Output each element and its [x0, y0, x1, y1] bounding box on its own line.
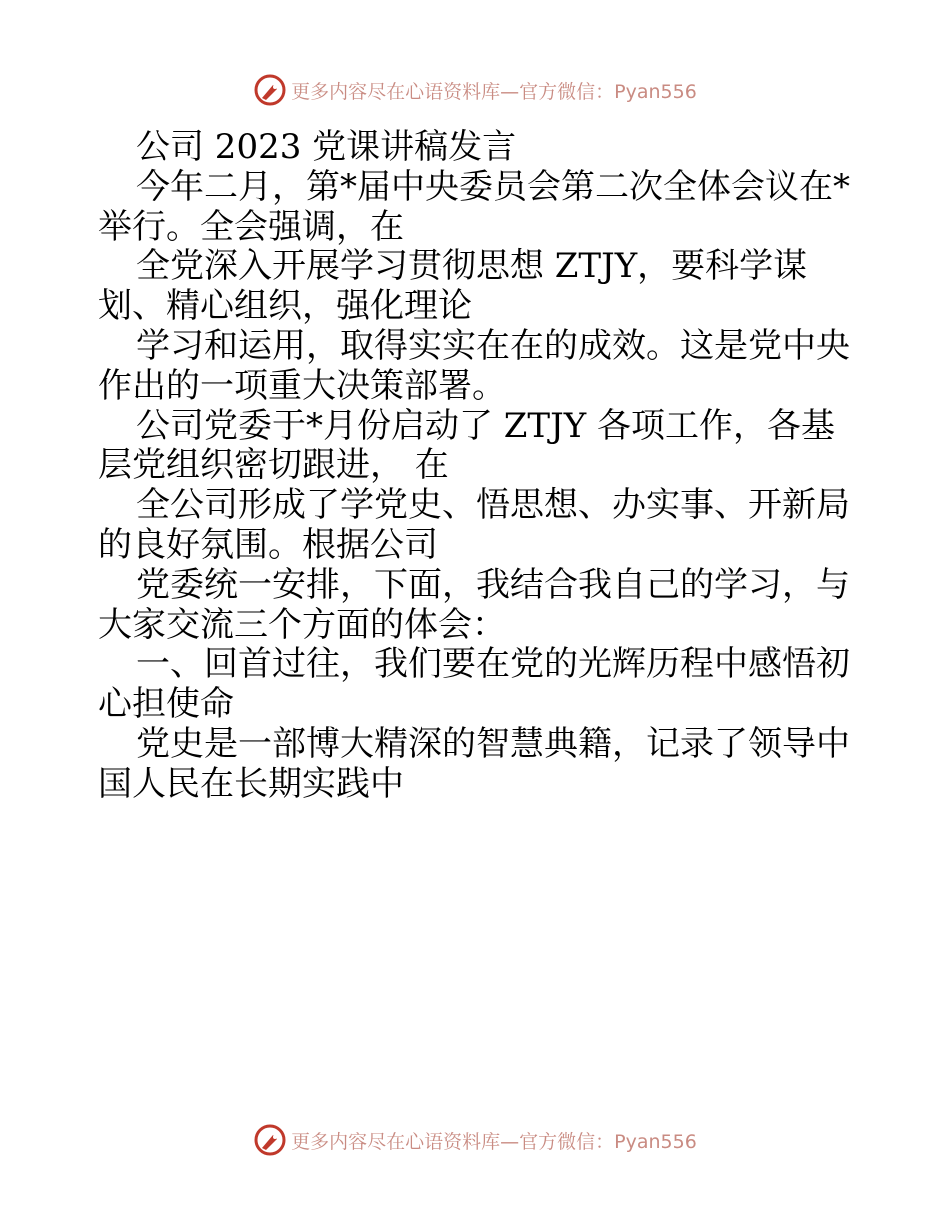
paragraph-line: 全公司形成了学党史、悟思想、办实事、开新局 — [136, 485, 850, 526]
pen-nib-logo-icon — [253, 1123, 287, 1157]
paragraph-line: 公司党委于*月份启动了 ZTJY 各项工作，各基 — [136, 405, 835, 446]
doc-title: 公司 2023 党课讲稿发言 — [136, 127, 517, 167]
paragraph-line: 的良好氛围。根据公司 — [98, 524, 438, 565]
section-heading: 心担使命 — [98, 684, 234, 725]
paragraph-line: 举行。全会强调，在 — [98, 206, 404, 247]
paragraph-line: 党委统一安排，下面，我结合我自己的学习，与 — [136, 564, 850, 605]
footer-watermark — [0, 1120, 950, 1160]
document-body — [98, 128, 858, 805]
pen-nib-logo-icon — [253, 73, 287, 107]
watermark-text: 更多内容尽在心语资料库—官方微信：Pyan556 — [291, 80, 697, 103]
section-heading: 一、回首过往，我们要在党的光辉历程中感悟初 — [136, 644, 850, 685]
paragraph-line: 划、精心组织，强化理论 — [98, 286, 472, 327]
paragraph-line: 作出的一项重大决策部署。 — [98, 365, 506, 406]
paragraph-line: 学习和运用，取得实实在在的成效。这是党中央 — [136, 325, 850, 366]
paragraph-line: 层党组织密切跟进， 在 — [98, 445, 449, 486]
header-watermark — [0, 70, 950, 110]
watermark-text: 更多内容尽在心语资料库—官方微信：Pyan556 — [291, 1130, 697, 1153]
paragraph-line: 党史是一部博大精深的智慧典籍，记录了领导中 — [136, 723, 850, 764]
paragraph-line: 今年二月，第*届中央委员会第二次全体会议在* — [136, 166, 850, 207]
paragraph-line: 全党深入开展学习贯彻思想 ZTJY，要科学谋 — [136, 246, 808, 287]
paragraph-line: 大家交流三个方面的体会： — [98, 604, 506, 645]
paragraph-line: 国人民在长期实践中 — [98, 763, 404, 804]
